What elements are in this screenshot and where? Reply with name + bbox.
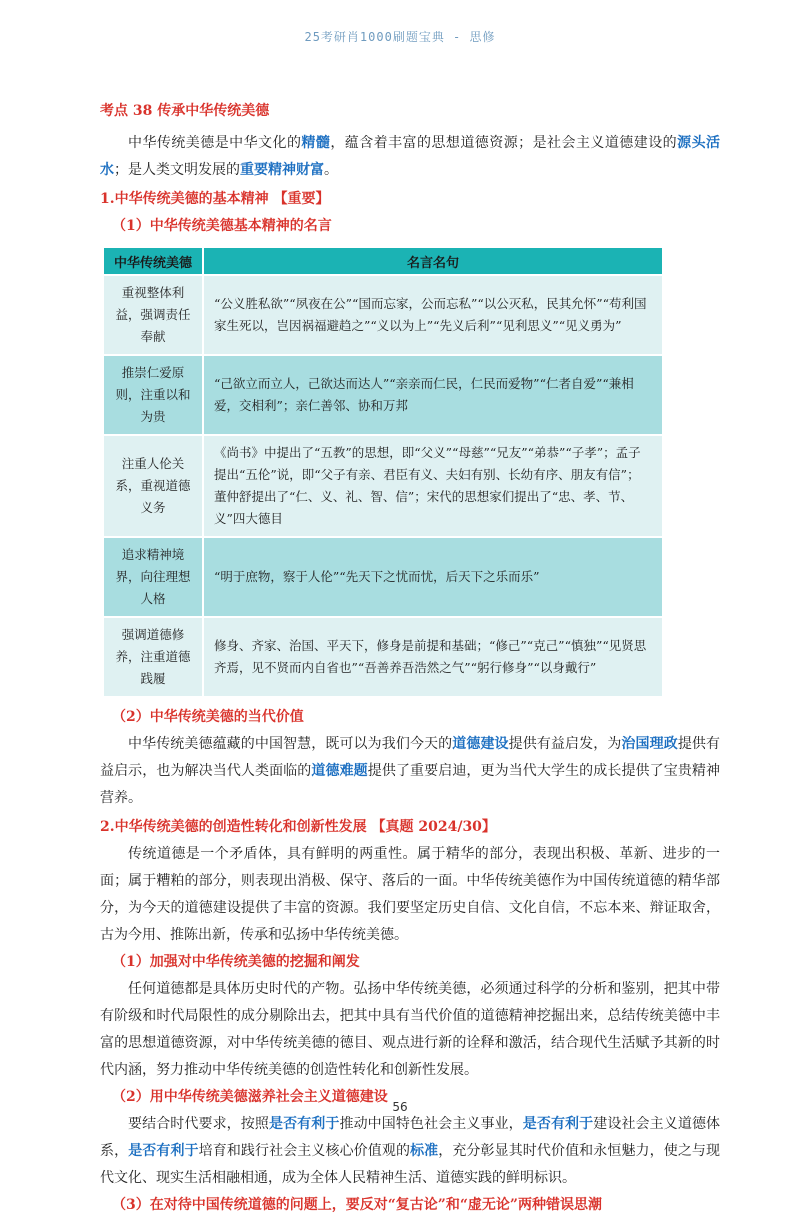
keyword: 精髓	[301, 135, 331, 151]
intro-text: ，蕴含着丰富的思想道德资源；是社会主义道德建设的	[330, 135, 678, 151]
section-1-title: 1.中华传统美德的基本精神 【重要】	[100, 191, 330, 207]
kaodian-title: 考点 38 传承中华传统美德	[100, 103, 270, 119]
table-cell-label: 推崇仁爱原则，注重以和为贵	[103, 355, 203, 435]
table-cell-label: 重视整体利益，强调责任奉献	[103, 275, 203, 355]
intro-text: 。	[324, 162, 338, 178]
paragraph-text: 提供有益启示，也为解决当代人类面临的	[100, 736, 721, 779]
table-row	[103, 617, 663, 697]
table-header-cell: 中华传统美德	[103, 247, 203, 275]
paragraph-text: 要结合时代要求，按照	[128, 1116, 269, 1132]
page-header: 25考研肖1000刷题宝典 - 思修	[304, 30, 496, 44]
keyword: 道德建设	[452, 736, 509, 752]
value-paragraph	[100, 731, 720, 812]
section-2-3-title: （3）在对待中国传统道德的问题上，要反对“复古论”和“虚无论”两种错误思潮	[112, 1197, 602, 1213]
paragraph-text: ，充分彰显其时代价值和永恒魅力，使之与现代文化、现实生活相融相通，成为全体人民精神生活、道德实践的鲜明标识。	[100, 1143, 721, 1186]
table-header-row	[103, 247, 663, 275]
keyword: 是否有利于	[522, 1116, 594, 1132]
virtues-quotes-table	[102, 246, 664, 698]
table-cell-label: 强调道德修养，注重道德践履	[103, 617, 203, 697]
paragraph-text: 中华传统美德蕴藏的中国智慧，既可以为我们今天的	[128, 736, 453, 752]
table-row	[103, 537, 663, 617]
section-2-1-paragraph: 任何道德都是具体历史时代的产物。弘扬中华传统美德，必须通过科学的分析和鉴别，把其中带有阶级和时代局限性的成分剔除出去，把其中具有当代价值的道德精神挖掘出来，总结传统美德中丰富的思想道德资源，对中华传统美德的德目、观点进行新的诠释和激活，结合现代生活赋予其新的时代内涵，努力推动中华传统美德的创造性转化和创新性发展。	[100, 981, 720, 1078]
keyword: 重要精神财富	[240, 162, 324, 178]
main-content	[100, 100, 720, 1219]
page-number: 56	[392, 1100, 408, 1114]
table-row	[103, 435, 663, 537]
paragraph-text: 提供有益启发，为	[508, 736, 622, 752]
keyword: 治国理政	[621, 736, 678, 752]
table-cell-label: 注重人伦关系，重视道德义务	[103, 435, 203, 537]
section-2-paragraph: 传统道德是一个矛盾体，具有鲜明的两重性。属于精华的部分，表现出积极、革新、进步的一面；属于糟粕的部分，则表现出消极、保守、落后的一面。中华传统美德作为中国传统道德的精华部分，为今天的道德建设提供了丰富的资源。我们要坚定历史自信、文化自信，不忘本来、辩证取舍，古为今用、推陈出新，传承和弘扬中华传统美德。	[100, 846, 720, 943]
section-2-1-title: （1）加强对中华传统美德的挖掘和阐发	[112, 954, 360, 970]
section-2-title: 2.中华传统美德的创造性转化和创新性发展 【真题 2024/30】	[100, 819, 496, 835]
keyword: 源头活水	[100, 135, 721, 178]
table-header-cell: 名言名句	[203, 247, 663, 275]
keyword: 是否有利于	[128, 1143, 199, 1159]
paragraph-text: 建设社会主义道德体系，	[100, 1116, 721, 1159]
paragraph-text: 培育和践行社会主义核心价值观的	[198, 1143, 411, 1159]
table-row	[103, 275, 663, 355]
section-1-2-title: （2）中华传统美德的当代价值	[112, 709, 304, 725]
table-cell-quotes: “公义胜私欲”“夙夜在公”“国而忘家，公而忘私”“以公灭私，民其允怀”“苟利国家生死以，岂因祸福避趋之”“义以为上”“先义后利”“见利思义”“见义勇为”	[203, 275, 663, 355]
table-cell-label: 追求精神境界，向往理想人格	[103, 537, 203, 617]
section-1-1-title: （1）中华传统美德基本精神的名言	[112, 218, 332, 234]
table-cell-quotes: 修身、齐家、治国、平天下，修身是前提和基础；“修己”“克己”“慎独”“见贤思齐焉，见不贤而内自省也”“吾善养吾浩然之气”“躬行修身”“以身戴行”	[203, 617, 663, 697]
section-2-2-paragraph	[100, 1111, 720, 1192]
table-cell-quotes: “己欲立而立人，己欲达而达人”“亲亲而仁民，仁民而爱物”“仁者自爱”“兼相爱，交相利”；亲仁善邻、协和万邦	[203, 355, 663, 435]
table-cell-quotes: “明于庶物，察于人伦”“先天下之忧而忧，后天下之乐而乐”	[203, 537, 663, 617]
keyword: 标准	[410, 1143, 439, 1159]
intro-text: 中华传统美德是中华文化的	[128, 135, 302, 151]
intro-paragraph	[100, 130, 720, 184]
section-2-2-title: （2）用中华传统美德滋养社会主义道德建设	[112, 1089, 388, 1105]
table-row	[103, 355, 663, 435]
intro-text: ；是人类文明发展的	[114, 162, 240, 178]
table-cell-quotes: 《尚书》中提出了“五教”的思想，即“父义”“母慈”“兄友”“弟恭”“子孝”；孟子提出“五伦”说，即“父子有亲、君臣有义、夫妇有别、长幼有序、朋友有信”；董仲舒提出了“仁、义、礼、智、信”；宋代的思想家们提出了“忠、孝、节、义”四大德目	[203, 435, 663, 537]
keyword: 道德难题	[311, 763, 368, 779]
keyword: 是否有利于	[268, 1116, 340, 1132]
paragraph-text: 推动中国特色社会主义事业，	[339, 1116, 523, 1132]
paragraph-text: 提供了重要启迪，更为当代大学生的成长提供了宝贵精神营养。	[100, 763, 721, 806]
